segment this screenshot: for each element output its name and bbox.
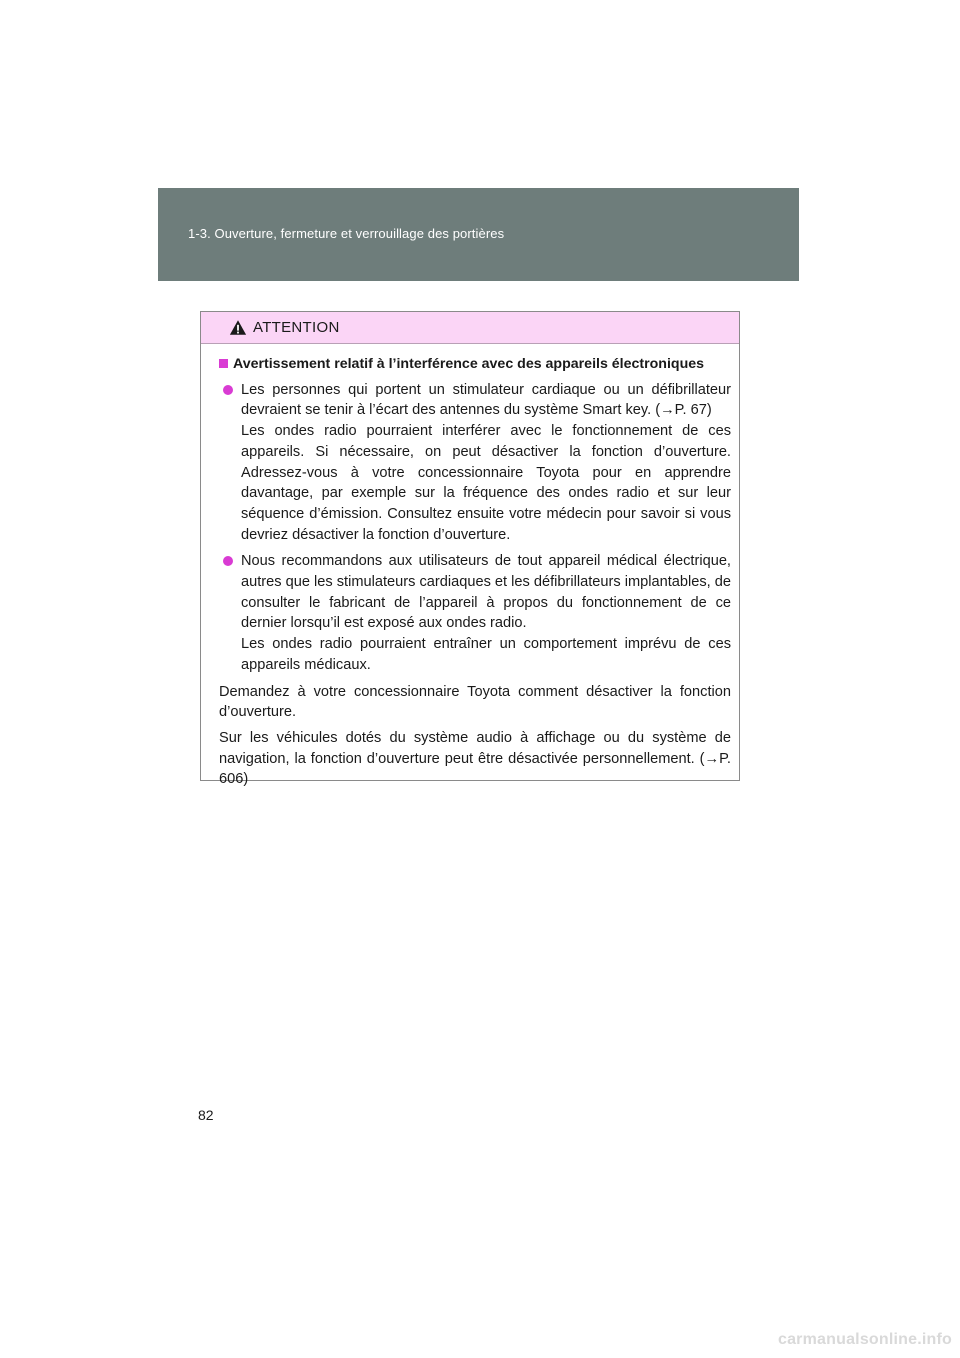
bullet-text: Les ondes radio pourraient entraîner un comportement imprévu de ces appareils médicaux. — [241, 636, 731, 673]
bullet-text: Les personnes qui portent un stimulateur cardiaque ou un défibrillateur devraient se tenir à l’écart des antennes du système Smart key. (→P. 67) — [241, 381, 731, 419]
chapter-section-title: 1-3. Ouverture, fermeture et verrouillage des portières — [188, 226, 505, 241]
attention-header — [201, 312, 739, 344]
bullet-item-medical-devices — [219, 551, 731, 675]
bullet-text: Nous recommandons aux utilisateurs de tout appareil médical électrique, autres que les stimulateurs cardiaques et les défibrillateurs implantables, de consulter le fabricant de l’appareil à propos du fonctionnement de ce dernier lorsqu’il est exposé aux ondes radio. — [241, 553, 731, 632]
chapter-header-band — [158, 188, 799, 281]
bullet-text: Les ondes radio pourraient interférer avec le fonctionnement de ces appareils. Si nécessaire, on peut désactiver la fonction d’ouverture. Adressez-vous à votre concessionnaire Toyota pour en apprendre davantage, par exemple sur la fréquence des ondes radio et sur leur séquence d’émission. Consultez ensuite votre médecin pour savoir si vous devriez désactiver la fonction d’ouverture. — [241, 423, 731, 543]
watermark: carmanualsonline.info — [777, 1331, 952, 1348]
square-bullet-icon — [219, 359, 228, 368]
round-bullet-icon — [223, 556, 233, 566]
section-heading-text: Avertissement relatif à l’interférence avec des appareils électroniques — [233, 356, 705, 372]
page-number: 82 — [198, 1107, 214, 1123]
bullet-item-pacemaker — [219, 380, 731, 546]
round-bullet-icon — [223, 385, 233, 395]
warning-triangle-icon — [229, 319, 247, 336]
attention-box — [200, 311, 740, 788]
note-paragraph: Sur les véhicules dotés du système audio à affichage ou du système de navigation, la fonction d’ouverture peut être désactivée personnellement. (→P. 606) — [219, 729, 731, 788]
note-paragraph: Demandez à votre concessionnaire Toyota comment désactiver la fonction d’ouverture. — [219, 683, 731, 721]
section-heading — [219, 354, 731, 375]
attention-label: ATTENTION — [253, 319, 340, 336]
attention-body — [201, 344, 739, 790]
